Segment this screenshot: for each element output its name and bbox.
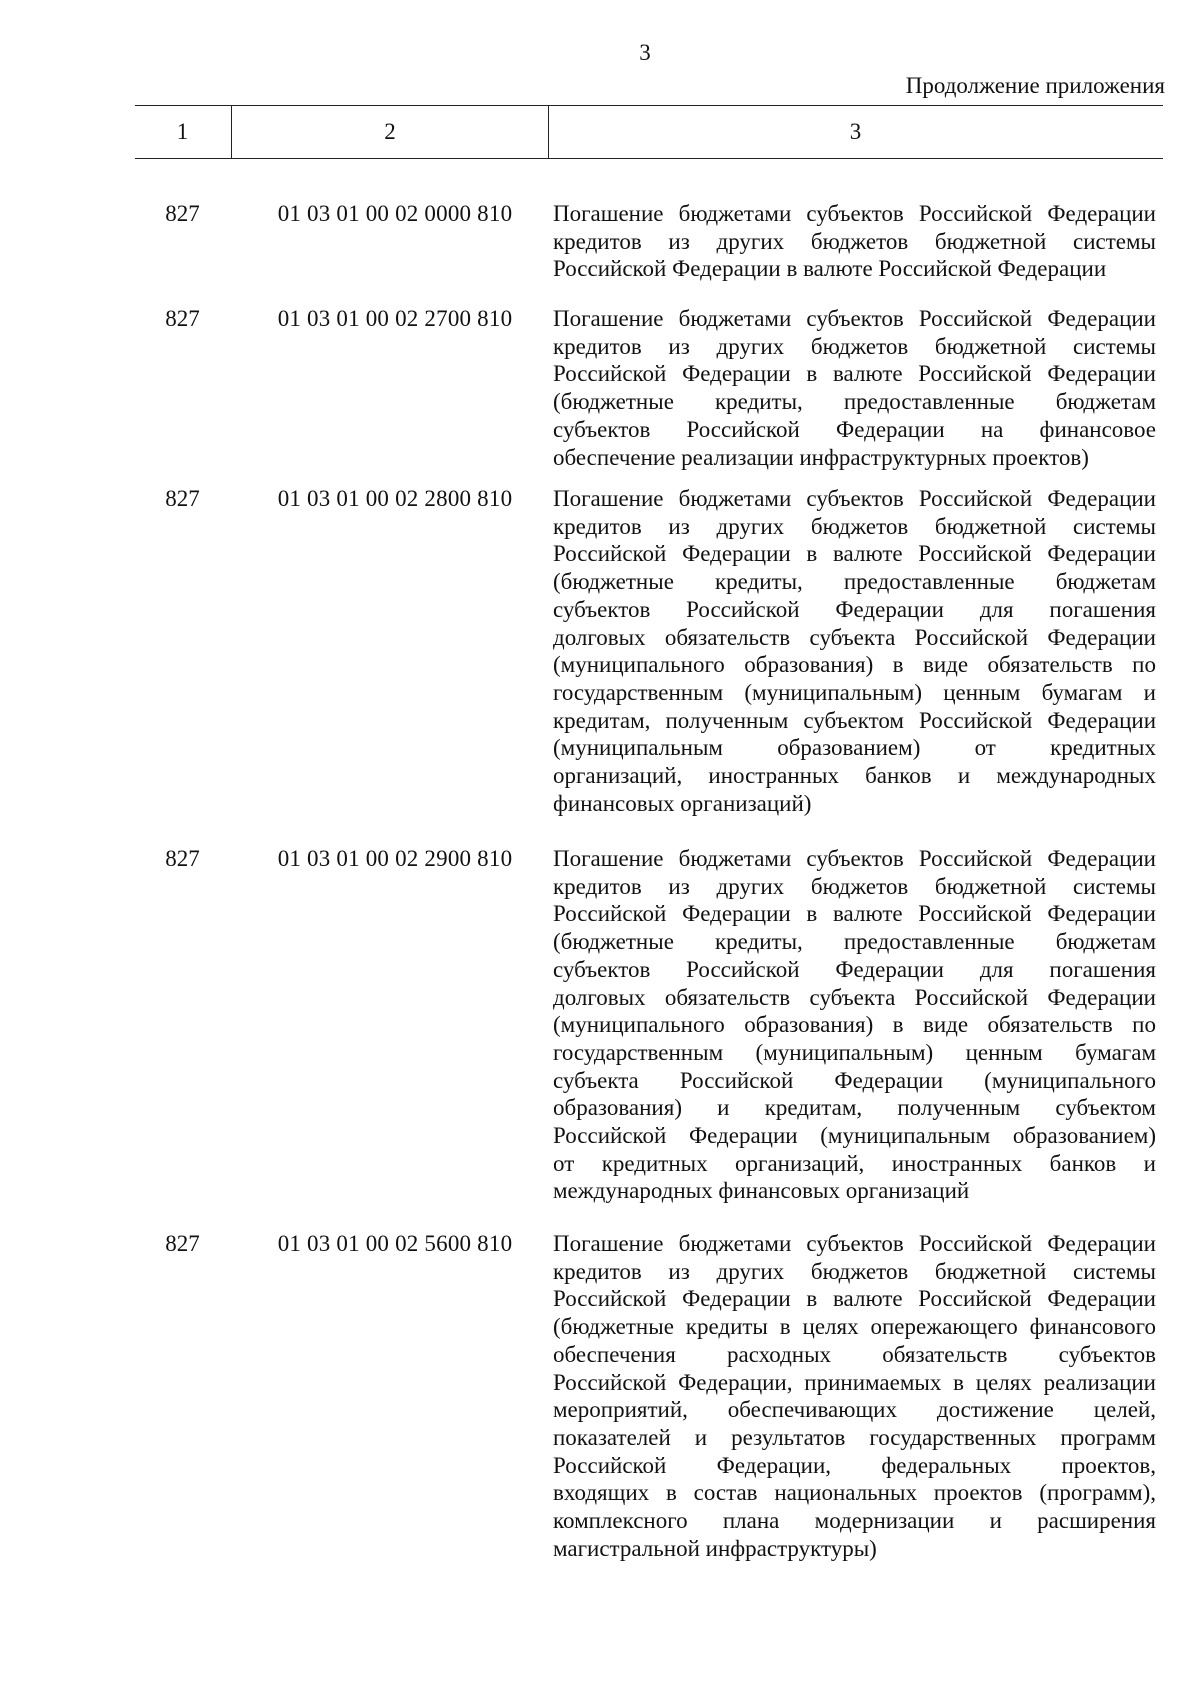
description-line: Российской Федерации, федеральных проектов,: [553, 1452, 1156, 1478]
description-line: комплексного плана модернизации и расширения: [553, 1508, 1156, 1534]
description-cell: [553, 200, 1156, 283]
description-line: (бюджетные кредиты, предоставленные бюджетам: [553, 929, 1156, 955]
description-line: Российской Федерации в валюте Российской Федерации: [553, 1286, 1156, 1312]
table-header: [135, 105, 1163, 159]
description-line: субъектов Российской Федерации для погашения: [553, 596, 1156, 622]
description-line: обеспечения расходных обязательств субъектов: [553, 1341, 1156, 1367]
description-cell: [553, 485, 1156, 817]
column-header-2: 2: [231, 106, 549, 158]
description-line: Погашение бюджетами субъектов Российской Федерации: [553, 1231, 1156, 1256]
description-line: мероприятий, обеспечивающих достижение целей,: [553, 1397, 1156, 1423]
column-header-3: 3: [849, 119, 862, 144]
page-number: 3: [639, 40, 651, 65]
description-line: финансовых организаций): [553, 790, 812, 816]
description-cell: [553, 305, 1156, 471]
description-line: Российской Федерации в валюте Российской Федерации: [553, 256, 1107, 282]
description-line: Российской Федерации в валюте Российской Федерации: [553, 901, 1156, 927]
description-line: кредитов из других бюджетов бюджетной системы: [553, 1258, 1156, 1284]
admin-code-cell: 827: [165, 201, 200, 226]
description-line: кредитов из других бюджетов бюджетной системы: [553, 333, 1156, 359]
description-line: (бюджетные кредиты, предоставленные бюджетам: [553, 389, 1156, 415]
description-line: государственным (муниципальным) ценным бумагам и: [553, 679, 1156, 705]
description-line: от кредитных организаций, иностранных банков и: [553, 1150, 1156, 1176]
admin-code-cell: 827: [165, 846, 200, 871]
description-line: Российской Федерации (муниципальным образованием): [553, 1123, 1156, 1149]
admin-code-cell: 827: [165, 486, 200, 511]
budget-code-cell: 01 03 01 00 02 2700 810: [277, 306, 513, 331]
description-line: (муниципального образования) в виде обязательств по: [553, 652, 1156, 678]
description-line: Российской Федерации в валюте Российской Федерации: [553, 361, 1156, 387]
description-line: образования) и кредитам, полученным субъектом: [553, 1095, 1156, 1121]
description-line: магистральной инфраструктуры): [553, 1535, 877, 1561]
description-line: Погашение бюджетами субъектов Российской Федерации: [553, 306, 1156, 331]
description-line: (муниципальным образованием) от кредитных: [553, 735, 1156, 761]
description-line: Погашение бюджетами субъектов Российской Федерации: [553, 201, 1156, 226]
description-line: обеспечение реализации инфраструктурных проектов): [553, 444, 1089, 470]
description-line: кредитов из других бюджетов бюджетной системы: [553, 873, 1156, 899]
description-cell: [553, 1230, 1156, 1562]
description-line: Российской Федерации в валюте Российской Федерации: [553, 541, 1156, 567]
description-line: субъекта Российской Федерации (муниципального: [553, 1067, 1156, 1093]
continuation-label: Продолжение приложения: [905, 73, 1165, 98]
description-cell: [553, 845, 1156, 1205]
budget-code-cell: 01 03 01 00 02 5600 810: [277, 1231, 513, 1256]
description-line: субъектов Российской Федерации для погашения: [553, 956, 1156, 982]
description-line: Российской Федерации, принимаемых в целях реализации: [553, 1369, 1156, 1395]
budget-code-cell: 01 03 01 00 02 2900 810: [277, 846, 513, 871]
description-line: государственным (муниципальным) ценным бумагам: [553, 1039, 1156, 1065]
column-header-1: 1: [176, 119, 189, 144]
description-line: (бюджетные кредиты, предоставленные бюджетам: [553, 569, 1156, 595]
description-line: входящих в состав национальных проектов (программ),: [553, 1480, 1156, 1506]
description-line: субъектов Российской Федерации на финансовое: [553, 416, 1156, 442]
description-line: кредитам, полученным субъектом Российской Федерации: [553, 707, 1156, 733]
description-line: Погашение бюджетами субъектов Российской Федерации: [553, 846, 1156, 871]
description-line: долговых обязательств субъекта Российской Федерации: [553, 984, 1156, 1010]
description-line: организаций, иностранных банков и международных: [553, 763, 1156, 789]
description-line: показателей и результатов государственных программ: [553, 1424, 1156, 1450]
description-line: кредитов из других бюджетов бюджетной системы: [553, 513, 1156, 539]
description-line: (муниципального образования) в виде обязательств по: [553, 1012, 1156, 1038]
description-line: международных финансовых организаций: [553, 1178, 970, 1204]
budget-code-cell: 01 03 01 00 02 2800 810: [277, 486, 513, 511]
description-line: долговых обязательств субъекта Российской Федерации: [553, 624, 1156, 650]
description-line: Погашение бюджетами субъектов Российской Федерации: [553, 486, 1156, 511]
description-line: (бюджетные кредиты в целях опережающего финансового: [553, 1314, 1156, 1340]
admin-code-cell: 827: [165, 1231, 200, 1256]
budget-code-cell: 01 03 01 00 02 0000 810: [277, 201, 513, 226]
description-line: кредитов из других бюджетов бюджетной системы: [553, 228, 1156, 254]
admin-code-cell: 827: [165, 306, 200, 331]
